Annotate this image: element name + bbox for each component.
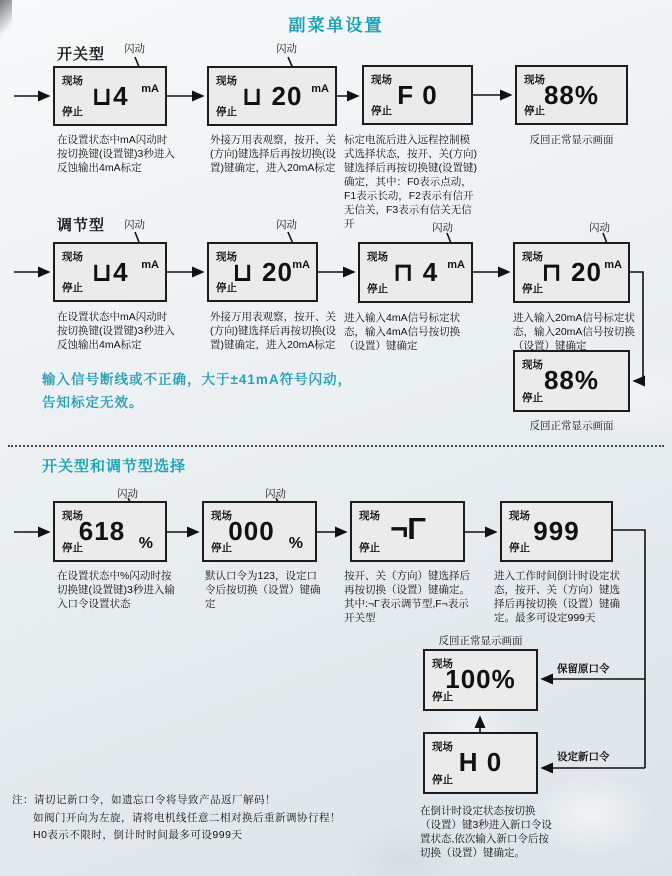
display-mode-label: 现场: [524, 74, 545, 86]
dotted-separator: [8, 445, 664, 447]
flash-label: 闪动: [117, 488, 138, 500]
caption: 外接万用表观察，按开、关(方向)键选择后再按切换(设置)键确定，进入20mA标定: [210, 311, 336, 351]
display-stop-label: 停止: [524, 105, 545, 117]
display-value: ¬Γ: [390, 511, 425, 546]
lcd-display-618pct: [53, 501, 167, 562]
display-mode-label: 现场: [216, 251, 237, 263]
display-value: 88%: [543, 365, 600, 395]
flash-label: 闪动: [276, 43, 297, 55]
display-stop-label: 停止: [359, 542, 380, 554]
lcd-display-type-symbol: [350, 501, 465, 562]
display-mode-label: 现场: [522, 251, 543, 263]
flash-label: 闪动: [124, 219, 145, 231]
display-mode-label: 现场: [432, 741, 453, 753]
section-header-type-select: 开关型和调节型选择: [42, 458, 187, 475]
display-value: ⊔ 20: [241, 81, 303, 111]
lcd-display-h0: [423, 732, 538, 794]
note-line-3: H0表示不限时，倒计时时间最多可设999天: [33, 829, 243, 841]
display-value: 100%: [445, 664, 516, 694]
display-stop-label: 停止: [522, 392, 543, 404]
flash-label: 闪动: [124, 43, 145, 55]
display-stop-label: 停止: [216, 106, 237, 118]
lcd-display-88pct: [515, 65, 628, 125]
display-stop-label: 停止: [432, 774, 453, 786]
flash-label: 闪动: [589, 222, 610, 234]
display-mode-label: 现场: [211, 510, 232, 522]
display-value: 618: [78, 516, 126, 546]
display-value: ⊔4: [91, 81, 129, 111]
lcd-display-4ma-cal: [53, 242, 167, 302]
display-unit: mA: [292, 259, 310, 271]
set-new-password-label: 设定新口令: [557, 751, 610, 763]
caption-return: 反回正常显示画面: [529, 134, 614, 146]
display-stop-label: 停止: [62, 542, 83, 554]
display-mode-label: 现场: [432, 658, 453, 670]
display-stop-label: 停止: [432, 691, 453, 703]
display-unit: mA: [311, 83, 329, 95]
caption: 标定电流后进入远程控制模式选择状态，按开、关(方向)键选择后再按切换键(设置键)确定，其中：F0表示点动，F1表示长动，F2表示有信开无信关，F3表示有信关无信开: [344, 134, 477, 230]
display-value: ⊓ 4: [392, 257, 439, 287]
flash-label: 闪动: [432, 222, 453, 234]
display-mode-label: 现场: [509, 510, 530, 522]
lcd-display-88pct: [513, 350, 630, 412]
caption: 在设置状态中%闪动时按切换键(设置键)3秒进入输入口令设置状态: [57, 570, 175, 610]
display-mode-label: 现场: [216, 75, 237, 87]
display-mode-label: 现场: [359, 510, 380, 522]
caption-return: 反回正常显示画面: [438, 635, 523, 647]
display-stop-label: 停止: [522, 283, 543, 295]
display-mode-label: 现场: [367, 251, 388, 263]
caption: 在设置状态中mA闪动时按切换键(设置键)3秒进入反蚀输出4mA标定: [57, 134, 175, 174]
flash-label: 闪动: [276, 219, 297, 231]
lcd-display-20ma-cal: [207, 242, 318, 302]
caption-return: 反回正常显示画面: [529, 420, 614, 432]
lcd-display-input-4ma: [358, 242, 473, 303]
caption: 默认口令为123，设定口令后按切换（设置）键确定: [205, 570, 321, 610]
caption: 进入输入4mA信号标定状态，输入4mA信号按切换（设置）键确定: [344, 312, 461, 352]
display-mode-label: 现场: [522, 359, 543, 371]
note-line-2: 如阀门开向为左旋，请将电机线任意二相对换后重新调协行程！: [33, 812, 341, 824]
display-unit: %: [288, 535, 303, 552]
display-value: ⊔4: [91, 257, 129, 287]
warning-line-1: 输入信号断线或不正确，大于±41mA符号闪动，: [42, 372, 353, 387]
caption: 进入工作时间倒计时设定状态，按开、关（方向）键选择后再按切换（设置）键确定。最多可设定999天: [494, 570, 620, 624]
display-value: ⊔ 20: [232, 257, 293, 287]
lcd-display-000pct: [202, 501, 317, 562]
section-header-switch-type: 开关型: [57, 46, 106, 63]
display-mode-label: 现场: [62, 75, 83, 87]
note-line-1: 注：请切记新口令，如遗忘口令将导致产品返厂解码！: [12, 794, 276, 806]
display-stop-label: 停止: [211, 542, 232, 554]
caption: 外接万用表观察，按开、关(方向)键选择后再按切换(设置)键确定，进入20mA标定: [210, 134, 336, 174]
caption: 按开、关（方向）键选择后再按切换（设置）键确定。其中:¬Γ表示调节型,F¬表示开关型: [344, 570, 470, 624]
display-unit: mA: [604, 259, 622, 271]
display-mode-label: 现场: [371, 74, 392, 86]
lcd-display-f0-mode: [362, 65, 473, 125]
lcd-display-4ma-cal: [53, 66, 167, 126]
display-stop-label: 停止: [216, 282, 237, 294]
lcd-display-999-days: [500, 501, 613, 562]
display-value: 000: [228, 516, 275, 546]
page-title: 副菜单设置: [288, 16, 384, 35]
caption: 进入输入20mA信号标定状态，输入20mA信号按切换（设置）键确定: [513, 312, 635, 352]
display-value: H 0: [458, 747, 503, 777]
display-value: 88%: [543, 80, 600, 110]
display-stop-label: 停止: [62, 282, 83, 294]
lcd-display-input-20ma: [513, 242, 630, 303]
caption-h0: 在倒计时设定状态按切换（设置）键3秒进入新口令设置状态,依次输入新口令后按切换（设置）键确定。: [420, 805, 552, 859]
display-mode-label: 现场: [62, 510, 83, 522]
keep-password-label: 保留原口令: [557, 663, 610, 675]
display-unit: mA: [141, 259, 159, 271]
display-value: F 0: [397, 80, 438, 110]
display-stop-label: 停止: [367, 283, 388, 295]
display-value: 999: [533, 516, 580, 546]
display-unit: mA: [141, 83, 159, 95]
display-unit: mA: [447, 259, 465, 271]
display-stop-label: 停止: [62, 106, 83, 118]
display-stop-label: 停止: [371, 105, 392, 117]
display-stop-label: 停止: [509, 542, 530, 554]
section-header-regulating-type: 调节型: [57, 217, 106, 234]
display-value: ⊓ 20: [541, 257, 602, 287]
warning-line-2: 告知标定无效。: [42, 395, 144, 410]
lcd-display-100pct: [423, 649, 538, 711]
caption: 在设置状态中mA闪动时按切换键(设置键)3秒进入反蚀输出4mA标定: [57, 311, 175, 351]
lcd-display-20ma-cal: [207, 66, 337, 126]
display-unit: %: [138, 535, 153, 552]
display-mode-label: 现场: [62, 251, 83, 263]
flash-label: 闪动: [265, 488, 286, 500]
